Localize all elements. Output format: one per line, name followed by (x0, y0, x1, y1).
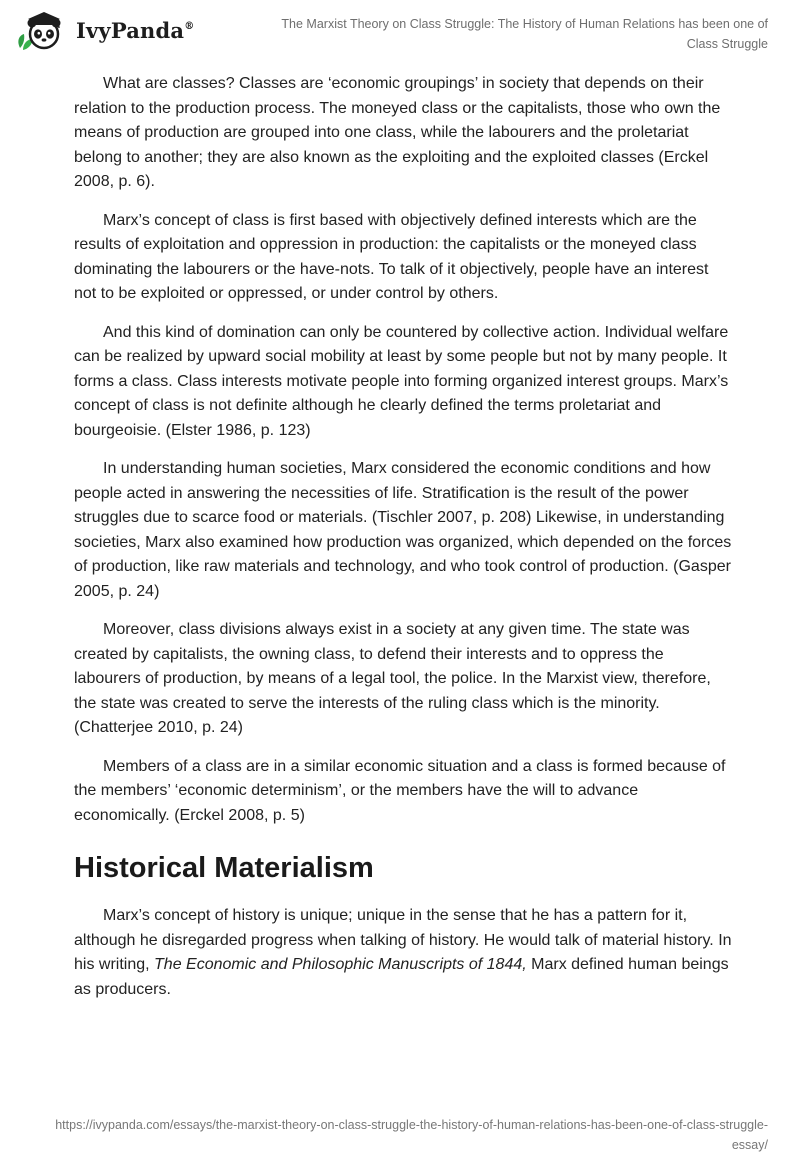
panda-graduate-icon (14, 8, 72, 52)
brand-name: IvyPanda® (76, 17, 195, 43)
paragraph: What are classes? Classes are ‘economic groupings’ in society that depends on their relation to the production process. The moneyed class or the capitalists, those who own the means of production are grouped into one class, while the labourers and the proletariat belong to another; they are also known as the exploiting and the exploited classes (Erckel 2008, p. 6). (74, 75, 721, 190)
paragraph-text: Marx defined human beings as producers. (74, 956, 729, 998)
source-url[interactable]: https://ivypanda.com/essays/the-marxist-theory-on-class-struggle-the-history-of-human-relations-has-been-one-of-class-struggle-essay/ (55, 1118, 768, 1152)
document-title: The Marxist Theory on Class Struggle: The History of Human Relations has been one of Class Struggle (281, 17, 768, 51)
paragraph: Members of a class are in a similar economic situation and a class is formed because of the members’ ‘economic determinism’, or the members have the will to advance economically. (Erckel 2008, p. 5) (74, 757, 726, 824)
book-title: The Economic and Philosophic Manuscripts of 1844, (154, 956, 527, 973)
paragraph-text: Marx’s concept of history is unique; unique in the sense that he has a pattern for it, although he disregarded progress when talking of history. He would talk of material history. In his writing, (74, 907, 732, 973)
paragraph (74, 904, 734, 1002)
essay-content (74, 72, 734, 1016)
paragraph: Marx’s concept of class is first based with objectively defined interests which are the results of exploitation and oppression in production: the capitalists or the moneyed class dominating the labourers or the have-nots. To talk of it objectively, people have an interest not to be exploited or oppressed, or under control by others. (74, 211, 709, 302)
paragraph: And this kind of domination can only be countered by collective action. Individual welfare can be realized by upward social mobility at least by some people but not by many people. It forms a class. Class interests motivate people into forming organized interest groups. Marx’s concept of class is not definite although he clearly defined the terms proletariat and bourgeoisie. (Elster 1986, p. 123) (74, 323, 729, 439)
paragraph: In understanding human societies, Marx considered the economic conditions and how people acted in answering the necessities of life. Stratification is the result of the power struggles due to scarce food or materials. (Tischler 2007, p. 208) Likewise, in understanding societies, Marx also examined how production was organized, which depended on the forces of production, like raw materials and technology, and who took control of production. (Gasper 2005, p. 24) (74, 460, 732, 600)
page-header (0, 0, 800, 60)
ivypanda-logo[interactable] (14, 8, 194, 52)
section-heading: Historical Materialism (74, 852, 374, 884)
paragraph: Moreover, class divisions always exist in a society at any given time. The state was created by capitalists, the owning class, to defend their interests and to oppress the labourers of production, by means of a legal tool, the police. In the Marxist view, therefore, the state was created to serve the interests of the ruling class which is the minority. (Chatterjee 2010, p. 24) (74, 621, 711, 736)
